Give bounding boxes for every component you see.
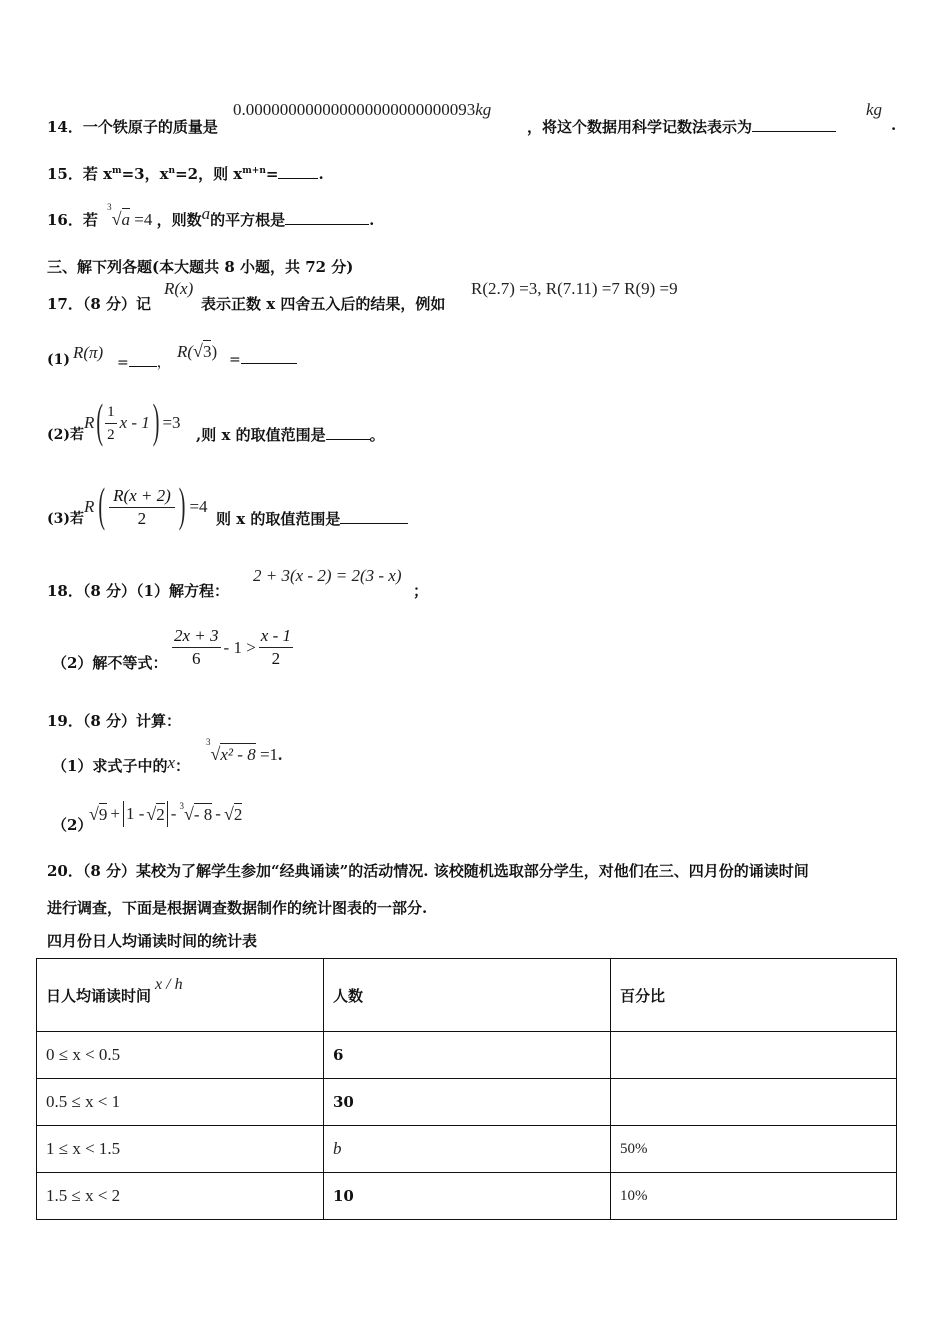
q17-p3-answer-blank[interactable] — [340, 522, 408, 524]
q17-p2-answer-blank[interactable] — [326, 438, 370, 440]
header-time: 日人均诵读时间x / h — [37, 959, 324, 1032]
q17-p3-text: 则 x 的取值范围是 — [216, 508, 408, 529]
cell-count: 10 — [324, 1173, 611, 1220]
q19-p2-label: （2） — [52, 816, 93, 834]
q16-var: a — [201, 204, 211, 223]
q18-eq1: 2 + 3(x - 2) = 2(3 - x) — [253, 566, 402, 585]
cell-count: b — [324, 1126, 611, 1173]
q15-sup-m: m — [112, 166, 122, 176]
q18-p2-inequality: $\frac{2x + 3}{6}$ - 1 > $\frac{x - 1}{2}$ — [174, 626, 291, 668]
q19-p1-line: （1）求式子中的x： — [52, 753, 191, 775]
q17-p3-expr: R ( $\frac{R(x + 2)}{2}$ ) =4 — [84, 479, 208, 533]
header-unit: x / h — [155, 975, 183, 993]
q17-p1-label: (1) — [47, 352, 70, 368]
table-row — [37, 1173, 897, 1220]
q14-unit: kg — [475, 100, 492, 119]
q15-answer-blank[interactable] — [278, 177, 318, 179]
section-heading: 三、解下列各题(本大题共 8 小题，共 72 分) — [47, 258, 354, 276]
cell-percent: 10% — [611, 1173, 897, 1220]
q16-answer-blank[interactable] — [285, 223, 369, 225]
q14-line — [47, 116, 218, 137]
q18-p2-label: （2）解不等式： — [52, 654, 168, 672]
q17-p1-blank-a[interactable]: = ， — [117, 355, 171, 371]
q14-label: 14．一个铁原子的质量是 — [47, 118, 218, 136]
reading-time-table — [36, 958, 897, 1220]
q15-sup-mn: m+n — [242, 166, 266, 176]
q14-answer-blank[interactable] — [752, 130, 836, 132]
q19-p2-expr: √ 9 + 1 - √ 2 - $^3$ √ - 8 - √ 2 — [89, 801, 242, 827]
q17-p2-frac: $\frac{1}{2}$ — [105, 401, 117, 446]
cell-count: 6 — [324, 1032, 611, 1079]
q16-cbrt: $^3$√a =4 — [107, 202, 153, 229]
q17-p2-label: (2)若 — [47, 427, 84, 443]
q15-line: 15．若 $x^m=3$，$x^n=2$，则 $x^{m+n}=$ . — [47, 165, 324, 183]
q14-mid: ，将这个数据用科学记数法表示为 — [527, 116, 836, 137]
q20-table-title: 四月份日人均诵读时间的统计表 — [47, 932, 258, 950]
q17-p2-text: ,则 x 的取值范围是 。 — [196, 426, 385, 444]
cell-range: 0.5 ≤ x < 1 — [37, 1079, 324, 1126]
cell-percent — [611, 1032, 897, 1079]
cell-range: 1.5 ≤ x < 2 — [37, 1173, 324, 1220]
q18-semi: ； — [413, 582, 429, 600]
table-header-row — [37, 959, 897, 1032]
q14-end: . — [891, 116, 897, 134]
table-row — [37, 1032, 897, 1079]
q17-p3-label: (3)若 — [47, 511, 84, 527]
q14-unit2: kg — [866, 100, 883, 119]
q17-example: R(2.7) =3, R(7.11) =7 R(9) =9 — [471, 279, 678, 298]
q19-line: 19．（8 分）计算： — [47, 712, 182, 730]
q18-line: 18．（8 分）（1）解方程： — [47, 582, 229, 600]
header-percent: 百分比 — [611, 959, 897, 1032]
q17-desc: 表示正数 x 四舍五入后的结果，例如 — [201, 295, 446, 313]
q20-line1: 20．（8 分）某校为了解学生参加“经典诵读”的活动情况. 该校随机选取部分学生，对他们在三、四月份的诵读时间 — [47, 862, 809, 880]
cell-range: 1 ≤ x < 1.5 — [37, 1126, 324, 1173]
q17-rx: R(x) — [164, 279, 194, 298]
q17-p1-a: R(π) — [73, 343, 104, 362]
header-count: 人数 — [324, 959, 611, 1032]
q17-p1-blank-b[interactable]: = — [229, 352, 297, 368]
q17-p2-expr: R ( $\frac{1}{2}$ x - 1 ) =3 — [84, 395, 181, 449]
q15-sup-n: n — [168, 166, 176, 176]
q16-line: 16．若 $^3$√a =4 ，则数a的平方根是 . — [47, 202, 375, 229]
q17-p1-b: R(√3) — [177, 341, 218, 361]
cell-count: 30 — [324, 1079, 611, 1126]
q19-p1-expr: $^3$√x² - 8 =1. — [206, 737, 283, 764]
table-row — [37, 1079, 897, 1126]
q20-line2: 进行调查，下面是根据调查数据制作的统计图表的一部分. — [47, 899, 428, 917]
cell-percent: 50% — [611, 1126, 897, 1173]
table-row — [37, 1126, 897, 1173]
cell-range: 0 ≤ x < 0.5 — [37, 1032, 324, 1079]
q17-p3-frac: $\frac{R(x + 2)}{2}$ — [109, 485, 175, 530]
cell-percent — [611, 1079, 897, 1126]
q14-value: 0.000000000000000000000000093kg — [233, 100, 492, 119]
q17-line: 17．（8 分）记 — [47, 295, 152, 313]
